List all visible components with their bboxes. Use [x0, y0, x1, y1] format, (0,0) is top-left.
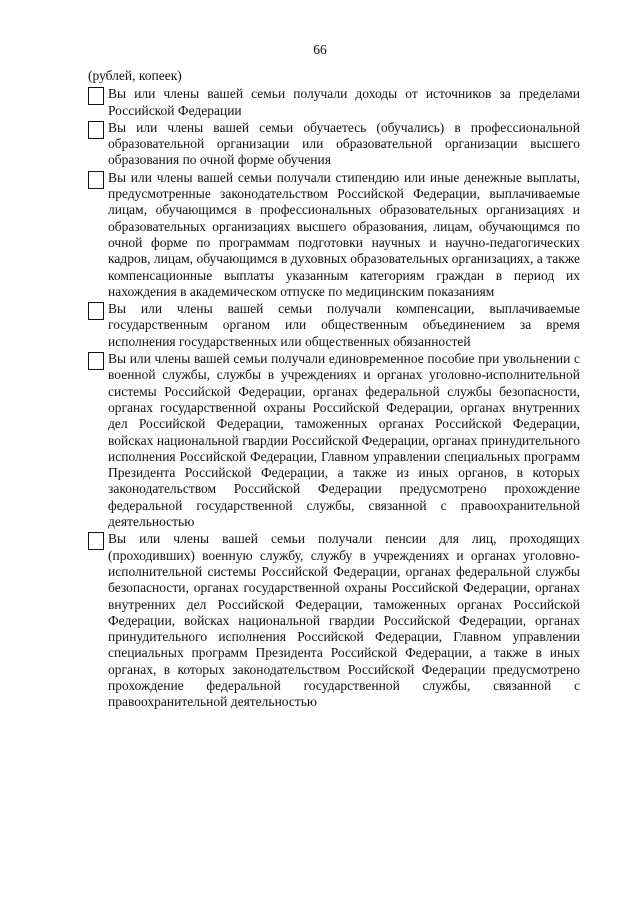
question-text: Вы или члены вашей семьи обучаетесь (обучались) в профессиональной образовательной организации или образовательной организации высшего образования по очной форме обучения — [108, 119, 580, 168]
question-text: Вы или члены вашей семьи получали доходы от источников за пределами Российской Федерации — [108, 86, 580, 118]
question-item-public-duty-compensation — [88, 301, 580, 350]
page-number: 66 — [313, 42, 327, 57]
question-text: Вы или члены вашей семьи получали стипендию или иные денежные выплаты, предусмотренные законодательством Российской Федерации, выплачиваемые лицам, обучающимся в профессиональных образовательных организациях и образовательных организациях высшего образования, лицам, обучающимся по очной форме по программам подготовки научных и научно-педагогических кадров, лицам, обучающимся в духовных образовательных организациях, а также компенсационные выплаты указанным категориям граждан в период их нахождения в академическом отпуске по медицинским показаниям — [108, 169, 580, 299]
question-text: Вы или члены вашей семьи получали пенсии для лиц, проходящих (проходивших) военную службу, службу в учреждениях и органах уголовно-исполнительной системы Российской Федерации, органах федеральной службы безопасности, органах государственной охраны Российской Федерации, органах внутренних дел Российской Федерации, таможенных органах Российской Федерации, войсках национальной гвардии Российской Федерации, органах принудительного исполнения Российской Федерации, Главном управлении специальных программ Президента Российской Федерации, а также в иных органах, в которых законодательством Российской Федерации предусмотрено прохождение федеральной государственной службы, связанной с правоохранительной деятельностью — [108, 531, 580, 710]
form-content — [88, 68, 580, 712]
question-item-full-time-study — [88, 120, 580, 169]
scholarship-checkbox[interactable] — [88, 171, 104, 189]
severance-allowance-checkbox[interactable] — [88, 352, 104, 370]
question-item-severance-allowance — [88, 351, 580, 530]
currency-note: (рублей, копеек) — [88, 68, 182, 83]
service-pension-checkbox[interactable] — [88, 532, 104, 550]
question-item-service-pension — [88, 531, 580, 710]
full-time-study-checkbox[interactable] — [88, 121, 104, 139]
public-duty-compensation-checkbox[interactable] — [88, 302, 104, 320]
foreign-income-checkbox[interactable] — [88, 87, 104, 105]
question-text: Вы или члены вашей семьи получали компенсации, выплачиваемые государственным органом или общественным объединением за время исполнения государственных или общественных обязанностей — [108, 301, 580, 349]
question-item-scholarship — [88, 170, 580, 300]
question-text: Вы или члены вашей семьи получали единовременное пособие при увольнении с военной службы, службы в учреждениях и органах уголовно-исполнительной системы Российской Федерации, органах федеральной службы безопасности, органах государственной охраны Российской Федерации, органах внутренних дел Российской Федерации, таможенных органах Российской Федерации, войсках национальной гвардии Российской Федерации, органах принудительного исполнения Российской Федерации, Главном управлении специальных программ Президента Российской Федерации, а также из иных органов, в которых законодательством Российской Федерации предусмотрено прохождение федеральной государственной службы, связанной с правоохранительной деятельностью — [108, 351, 580, 530]
question-item-foreign-income — [88, 86, 580, 119]
